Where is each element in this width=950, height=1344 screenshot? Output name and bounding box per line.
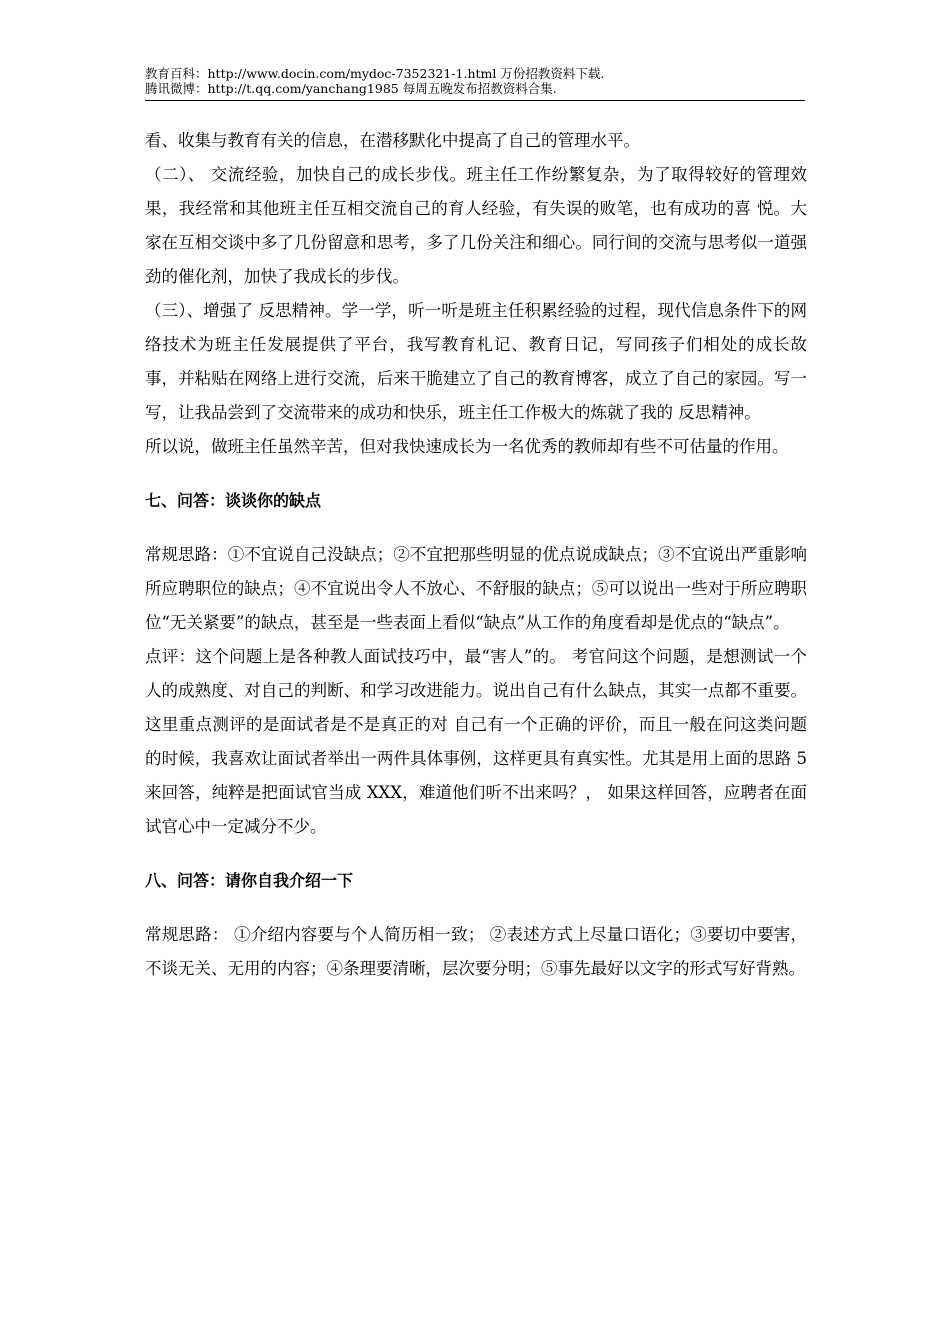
spacer: [145, 898, 807, 918]
header-weibo-link-line[interactable]: 腾讯微博：http://t.qq.com/yanchang1985 每周五晚发布招教资料合集.: [145, 81, 557, 96]
spacer: [145, 518, 807, 538]
paragraph-self-intro-approach: 常规思路： ①介绍内容要与个人简历相一致； ②表述方式上尽量口语化；③要切中要害，不谈无关、无用的内容；④条理要清晰，层次要分明；⑤事先最好以文字的形式写好背熟。: [145, 925, 807, 978]
heading-question-7: 七、问答：谈谈你的缺点: [145, 491, 322, 510]
paragraph-conclusion: 所以说，做班主任虽然辛苦，但对我快速成长为一名优秀的教师却有些不可估量的作用。: [145, 437, 789, 456]
paragraph-exchange-experience: （二）、 交流经验，加快自己的成长步伐。班主任工作纷繁复杂，为了取得较好的管理效果，我经常和其他班主任互相交流自己的育人经验，有失误的败笔，也有成功的喜 悦。大家在互相交谈中多了几份留意和思考，多了几份关注和细心。同行间的交流与思考似一道强劲的催化剂，加快了我成长的步伐。: [145, 165, 807, 286]
header-docin-link-line[interactable]: 教育百科：http://www.docin.com/mydoc-7352321-1.html 万份招教资料下载.: [145, 66, 605, 81]
paragraph-weakness-comment: 点评：这个问题上是各种教人面试技巧中，最“害人”的。 考官问这个问题，是想测试一个人的成熟度、对自己的判断、和学习改进能力。说出自己有什么缺点，其实一点都不重要。这里重点测评的是面试者是不是真正的对 自己有一个正确的评价，而且一般在问这类问题的时候，我喜欢让面试者举出一两件具体事例，这样更具有真实性。尤其是用上面的思路 5 来回答，纯粹是把面试官当成 XXX，难道他们听不出来吗？， 如果这样回答，应聘者在面试官心中一定减分不少。: [145, 647, 807, 836]
paragraph-reflection: （三）、增强了 反思精神。学一学，听一听是班主任积累经验的过程，现代信息条件下的网络技术为班主任发展提供了平台，我写教育札记、教育日记，写同孩子们相处的成长故 事，并粘贴在网络上进行交流，后来干脆建立了自己的教育博客，成立了自己的家园。写一写，让我品尝到了交流带来的成功和快乐，班主任工作极大的炼就了我的 反思精神。: [145, 301, 807, 422]
paragraph-continuation: 看、收集与教育有关的信息，在潜移默化中提高了自己的管理水平。: [145, 131, 640, 150]
page-header: [145, 66, 805, 96]
paragraph-weakness-approach: 常规思路：①不宜说自己没缺点；②不宜把那些明显的优点说成缺点；③不宜说出严重影响所应聘职位的缺点；④不宜说出令人不放心、不舒服的缺点；⑤可以说出一些对于所应聘职位“无关紧要”的缺点，甚至是一些表面上看似“缺点”从工作的角度看却是优点的“缺点”。: [145, 545, 807, 632]
heading-question-8: 八、问答：请你自我介绍一下: [145, 871, 354, 890]
header-divider: [145, 100, 805, 101]
spacer: [145, 464, 807, 484]
document-body: [145, 124, 807, 986]
spacer: [145, 844, 807, 864]
